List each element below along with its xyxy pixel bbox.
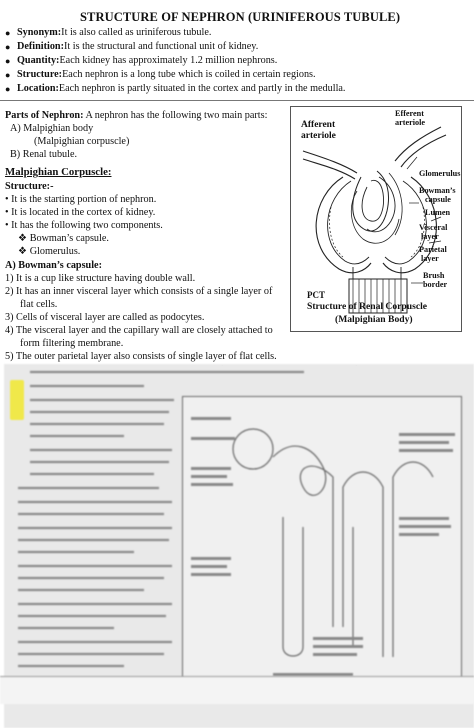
- bullet-dot-icon: ●: [5, 56, 11, 66]
- bullet-label: Structure:: [17, 69, 63, 80]
- afferent-label: Afferent: [301, 120, 336, 130]
- component-item: [18, 245, 80, 258]
- part-a: A) Malpighian body: [10, 123, 94, 134]
- bullet-dot-icon: •: [5, 220, 12, 231]
- blurred-lower-section: [4, 364, 474, 728]
- bullet-dot-icon: ●: [5, 28, 11, 38]
- malpighian-point-text: It has the following two components.: [11, 220, 163, 231]
- glomerulus-label: Glomerulus: [419, 169, 461, 178]
- bullet-definition: [5, 40, 465, 54]
- bullet-label: Definition:: [17, 41, 64, 52]
- blurred-nephron-figure: [182, 396, 462, 684]
- malpighian-point-text: It is located in the cortex of kidney.: [11, 207, 156, 218]
- visceral-label-2: layer: [421, 232, 439, 241]
- bowman-item: 3) Cells of visceral layer are called as podocytes.: [5, 312, 205, 323]
- bullet-dot-icon: •: [5, 194, 12, 205]
- bullet-text: Each kidney has approximately 1.2 million nephrons.: [59, 55, 278, 66]
- component-text: Bowman’s capsule.: [29, 233, 109, 244]
- figure-caption-2: (Malpighian Body): [335, 314, 413, 325]
- malpighian-point: [5, 219, 163, 232]
- bullet-dot-icon: ●: [5, 84, 11, 94]
- page-footer: [0, 676, 474, 704]
- bullet-dot-icon: •: [5, 207, 12, 218]
- bowmans-label-2: capsule: [425, 195, 451, 204]
- bullet-synonym: [5, 26, 465, 40]
- afferent-label-2: arteriole: [301, 131, 336, 141]
- efferent-label-2: arteriole: [395, 118, 425, 127]
- bowman-item: flat cells.: [20, 299, 58, 310]
- parietal-label: Parietal: [419, 245, 447, 254]
- bullet-label: Location:: [17, 83, 59, 94]
- page-title: STRUCTURE OF NEPHRON (URINIFEROUS TUBULE): [80, 10, 401, 24]
- renal-corpuscle-figure: [290, 106, 462, 332]
- parts-heading: Parts of Nephron:: [5, 110, 84, 121]
- bullet-text: It is also called as uriniferous tubule.: [61, 27, 212, 38]
- bullet-location: [5, 82, 465, 96]
- part-b: B) Renal tubule.: [10, 149, 78, 160]
- bowmans-label: Bowman’s: [419, 186, 456, 195]
- bowman-item: 1) It is a cup like structure having double wall.: [5, 273, 196, 284]
- component-text: Glomerulus.: [29, 246, 81, 257]
- bullet-dot-icon: ●: [5, 70, 11, 80]
- bullet-dot-icon: ●: [5, 42, 11, 52]
- efferent-label: Efferent: [395, 109, 424, 118]
- section-divider: [0, 100, 474, 101]
- visceral-label: Visceral: [419, 223, 448, 232]
- malpighian-heading: Malpighian Corpuscle:: [5, 166, 112, 178]
- lumen-label: Lumen: [425, 208, 451, 217]
- malpighian-point: [5, 206, 155, 219]
- bullet-text: Each nephron is partly situated in the cortex and partly in the medulla.: [58, 83, 346, 94]
- bullet-text: It is the structural and functional unit of kidney.: [63, 41, 259, 52]
- malpighian-point: [5, 193, 156, 206]
- structure-subheading: Structure:-: [5, 181, 54, 192]
- bullet-structure: [5, 68, 465, 82]
- figure-caption: Structure of Renal Corpuscle: [307, 301, 427, 312]
- definition-bullets: [5, 26, 465, 96]
- nephron-drawing: [183, 397, 463, 685]
- bullet-label: Quantity:: [17, 55, 60, 66]
- part-a-synonym: (Malpighian corpuscle): [34, 136, 130, 147]
- bullet-text: Each nephron is a long tube which is coiled in certain regions.: [62, 69, 316, 80]
- parietal-label-2: layer: [421, 254, 439, 263]
- bowman-heading: A) Bowman’s capsule:: [5, 260, 102, 271]
- bowman-item: 4) The visceral layer and the capillary wall are closely attached to: [5, 325, 273, 336]
- brush-label-2: border: [423, 280, 448, 289]
- pct-label: PCT: [307, 290, 325, 300]
- bowman-item: 2) It has an inner visceral layer which consists of a single layer of: [5, 286, 273, 297]
- parts-heading-line: [5, 109, 267, 122]
- malpighian-point-text: It is the starting portion of nephron.: [11, 194, 157, 205]
- bullet-quantity: [5, 54, 465, 68]
- brush-label: Brush: [423, 271, 445, 280]
- bullet-label: Synonym:: [17, 27, 62, 38]
- component-item: [18, 232, 109, 245]
- diamond-icon: ❖: [18, 233, 30, 244]
- diamond-icon: ❖: [18, 246, 30, 257]
- bowman-item: form filtering membrane.: [20, 338, 124, 349]
- bowman-item: 5) The outer parietal layer also consists of single layer of flat cells.: [5, 351, 277, 362]
- parts-heading-rest: A nephron has the following two main parts:: [83, 110, 268, 121]
